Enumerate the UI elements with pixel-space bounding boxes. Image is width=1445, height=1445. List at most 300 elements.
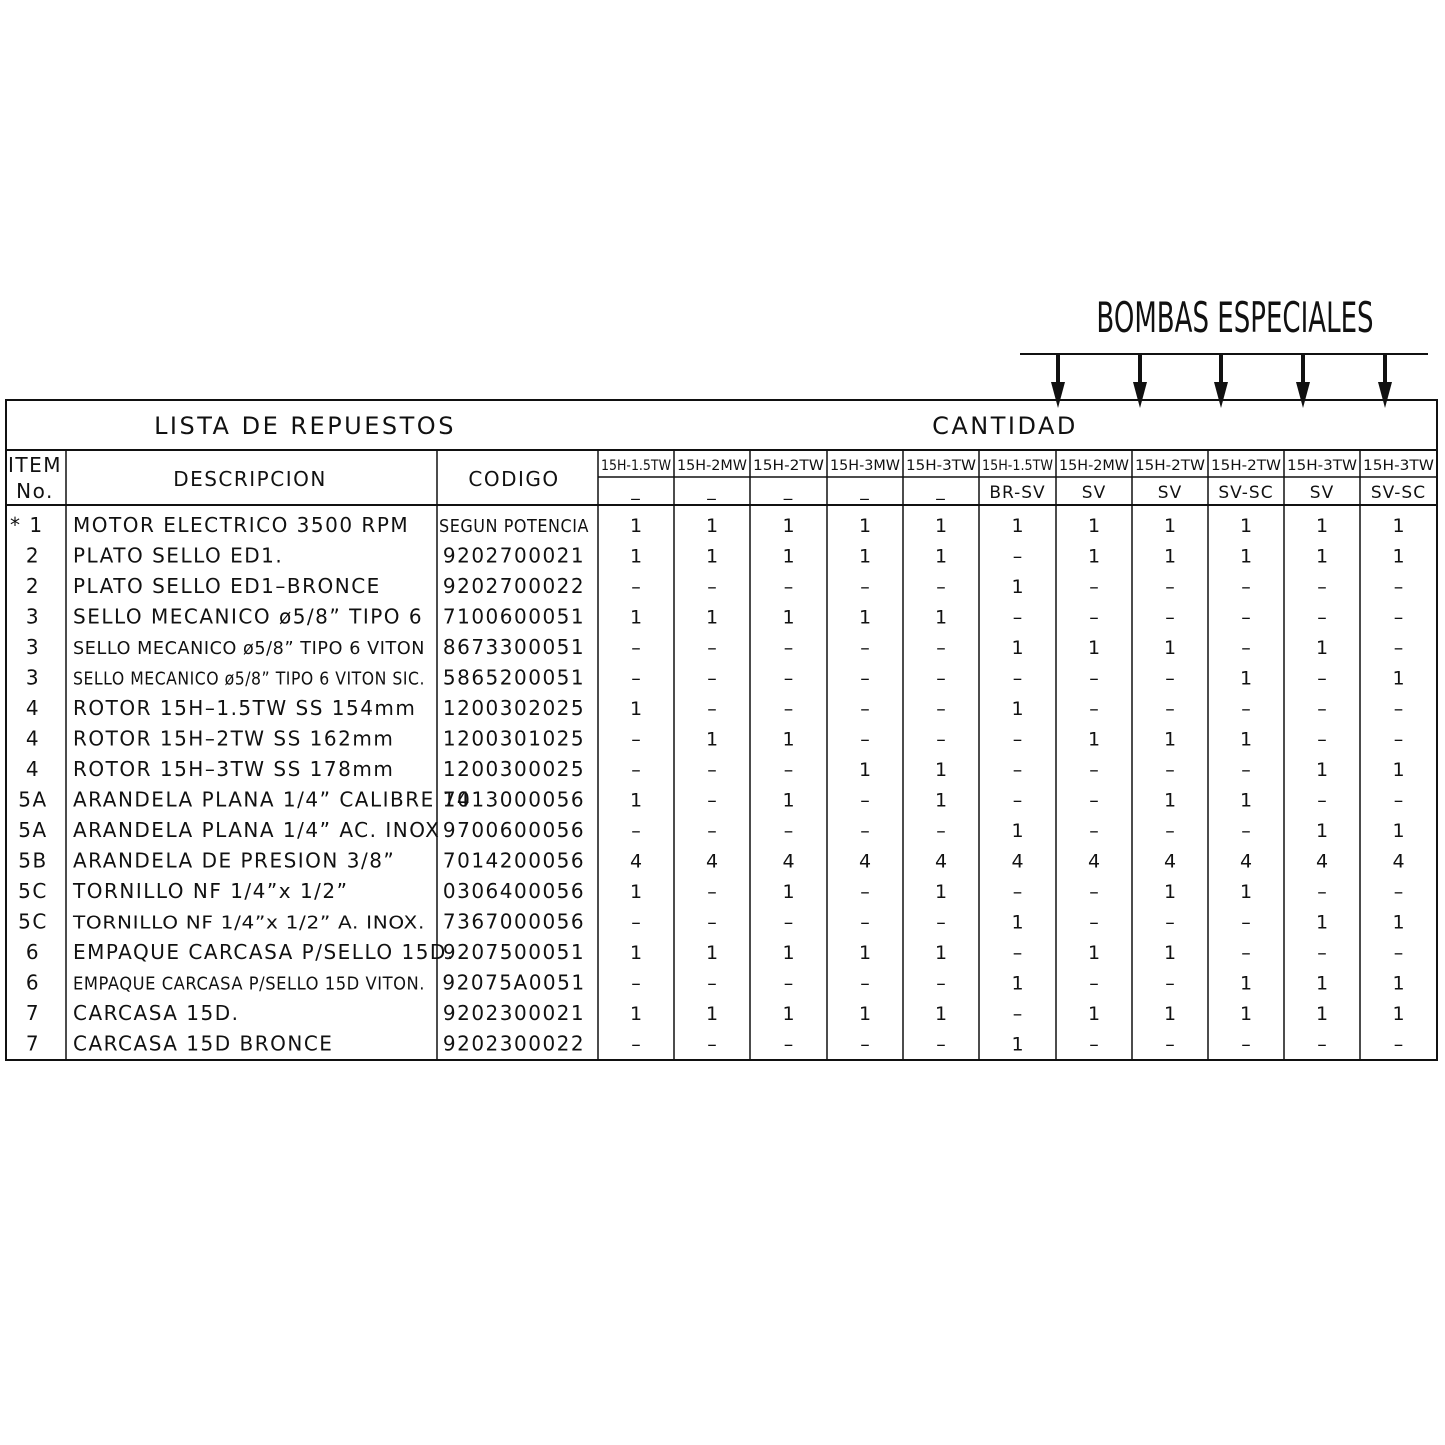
quantity-cell: 1 (629, 789, 643, 812)
part-code: 1200300025 (442, 757, 586, 781)
table-row (26, 666, 1405, 690)
quantity-cell: 1 (629, 545, 643, 568)
quantity-cell: 1 (1163, 942, 1177, 964)
quantity-cell: – (707, 637, 717, 659)
quantity-cell: 4 (1163, 850, 1177, 873)
part-description: SELLO MECANICO ø5/8” TIPO 6 VITON (73, 638, 425, 659)
part-code: 9207500051 (442, 940, 586, 964)
table-row (26, 574, 1403, 598)
quantity-cell: 1 (782, 728, 795, 751)
quantity-cell: 1 (1087, 545, 1101, 568)
quantity-cell: 1 (1239, 881, 1253, 903)
quantity-cell: 4 (705, 850, 719, 873)
part-description: ARANDELA PLANA 1/4” CALIBRE 14 (73, 787, 472, 812)
part-code: 1200301025 (442, 726, 586, 751)
quantity-cell: 1 (1239, 972, 1253, 995)
quantity-cell: – (1089, 667, 1099, 690)
quantity-cell: – (1241, 759, 1251, 781)
quantity-cell: 1 (782, 942, 795, 964)
quantity-cell: – (1393, 576, 1404, 598)
quantity-cell: 1 (782, 606, 795, 629)
quantity-cell: – (1089, 820, 1099, 842)
quantity-cell: – (1317, 789, 1327, 812)
model-name: 15H-2TW (1135, 458, 1206, 474)
quantity-cell: – (1165, 820, 1175, 842)
part-description: PLATO SELLO ED1. (73, 543, 284, 568)
quantity-cell: – (1317, 881, 1327, 903)
item-no-header: No. (16, 479, 54, 503)
quantity-cell: 1 (629, 881, 643, 903)
quantity-cell: – (860, 698, 870, 720)
quantity-cell: – (860, 728, 870, 751)
quantity-cell: – (860, 911, 870, 934)
quantity-cell: – (631, 728, 641, 751)
part-description: ARANDELA DE PRESION 3/8” (73, 848, 396, 873)
quantity-cell: 1 (1239, 789, 1253, 812)
model-variant: _ (783, 481, 794, 501)
quantity-cell: – (783, 667, 794, 690)
quantity-cell: 1 (934, 606, 948, 629)
quantity-cell: – (1241, 1033, 1251, 1056)
quantity-cell: 1 (1392, 911, 1405, 934)
item-number: 3 (25, 635, 41, 659)
quantity-cell: – (707, 759, 717, 781)
part-code: 7367000056 (442, 909, 586, 934)
quantity-header: CANTIDAD (932, 412, 1078, 440)
quantity-cell: 1 (705, 606, 719, 629)
quantity-cell: 1 (782, 545, 795, 568)
arrow-head-icon (1378, 382, 1392, 408)
quantity-cell: – (860, 576, 870, 598)
quantity-cell: – (1012, 667, 1023, 690)
description-header: DESCRIPCION (173, 467, 327, 491)
quantity-cell: – (1241, 820, 1251, 842)
quantity-cell: – (1012, 545, 1023, 568)
quantity-cell: 1 (858, 515, 872, 537)
quantity-cell: – (1241, 606, 1251, 629)
quantity-cell: – (860, 820, 870, 842)
model-variant: SV (1309, 483, 1335, 503)
quantity-cell: – (860, 1033, 870, 1056)
quantity-cell: – (1393, 698, 1404, 720)
quantity-cell: – (936, 637, 946, 659)
quantity-cell: 1 (1011, 820, 1024, 842)
quantity-cell: 1 (934, 515, 948, 537)
table-row (26, 727, 1403, 751)
quantity-cell: – (707, 972, 717, 995)
table-row (18, 818, 1404, 842)
quantity-cell: 1 (1163, 1003, 1177, 1025)
arrow-head-icon (1051, 382, 1065, 408)
quantity-cell: 1 (858, 545, 872, 568)
model-variant: _ (860, 481, 870, 501)
quantity-cell: 1 (934, 1003, 948, 1025)
quantity-cell: – (1393, 789, 1404, 812)
model-variant: SV-SC (1370, 483, 1427, 503)
quantity-cell: 1 (1315, 515, 1329, 537)
quantity-cell: 1 (1087, 728, 1101, 751)
quantity-cell: – (936, 576, 946, 598)
table-row (26, 940, 1403, 964)
quantity-cell: – (1089, 972, 1099, 995)
quantity-cell: – (936, 667, 946, 690)
quantity-cell: – (631, 576, 641, 598)
item-number: 6 (25, 970, 41, 995)
part-description: ROTOR 15H–1.5TW SS 154mm (73, 696, 417, 720)
quantity-cell: – (631, 759, 641, 781)
quantity-cell: 4 (934, 850, 948, 873)
part-code: 9202700021 (442, 543, 586, 568)
quantity-cell: – (1165, 759, 1175, 781)
column-lines (66, 450, 1360, 1060)
quantity-cell: 4 (1239, 850, 1253, 873)
quantity-cell: 4 (1011, 850, 1024, 873)
part-description: CARCASA 15D. (73, 1001, 240, 1025)
quantity-cell: – (1165, 667, 1175, 690)
quantity-cell: 1 (1315, 759, 1329, 781)
quantity-cell: – (1089, 606, 1099, 629)
quantity-cell: 1 (782, 789, 795, 812)
quantity-cell: 1 (629, 698, 643, 720)
quantity-cell: – (783, 576, 794, 598)
quantity-cell: – (1012, 606, 1023, 629)
quantity-cell: 4 (1392, 850, 1405, 873)
quantity-cell: – (860, 637, 870, 659)
model-variant: BR-SV (989, 483, 1046, 503)
table-row (18, 788, 1403, 812)
model-name: 15H-3TW (1363, 458, 1435, 474)
quantity-cell: – (783, 698, 794, 720)
quantity-cell: – (1393, 637, 1404, 659)
quantity-cell: 1 (1392, 545, 1405, 568)
quantity-cell: 1 (1315, 637, 1329, 659)
item-number: 2 (25, 574, 41, 598)
quantity-cell: 1 (705, 728, 719, 751)
quantity-cell: 1 (1392, 1003, 1405, 1025)
table-title: LISTA DE REPUESTOS (154, 412, 456, 440)
quantity-cell: – (1241, 637, 1251, 659)
model-name: 15H-2TW (1211, 458, 1282, 474)
arrow-head-icon (1214, 382, 1228, 408)
quantity-cell: – (1012, 942, 1023, 964)
quantity-cell: – (1089, 759, 1099, 781)
quantity-cell: 1 (1315, 545, 1329, 568)
part-code: 9202700022 (442, 574, 586, 598)
quantity-cell: – (707, 881, 717, 903)
table-row (26, 696, 1403, 720)
quantity-cell: 1 (782, 515, 795, 537)
quantity-cell: – (1012, 728, 1023, 751)
model-name: 15H-3MW (830, 458, 901, 474)
quantity-cell: – (1393, 942, 1404, 964)
part-code: 7100600051 (442, 604, 586, 629)
quantity-cell: 1 (629, 606, 643, 629)
quantity-cell: 1 (1011, 1033, 1024, 1056)
quantity-cell: 1 (1239, 545, 1253, 568)
quantity-cell: – (707, 820, 717, 842)
part-description: CARCASA 15D BRONCE (73, 1031, 334, 1056)
table-row (10, 513, 1405, 537)
quantity-cell: – (1241, 576, 1251, 598)
quantity-cell: 1 (1163, 515, 1177, 537)
table-row (26, 971, 1405, 995)
part-code: 5865200051 (442, 665, 586, 690)
quantity-cell: – (1165, 606, 1175, 629)
quantity-cell: 4 (1315, 850, 1329, 873)
quantity-cell: – (936, 698, 946, 720)
part-description: ARANDELA PLANA 1/4” AC. INOX (73, 818, 441, 842)
quantity-cell: 1 (1392, 972, 1405, 995)
quantity-cell: 1 (629, 942, 643, 964)
item-number: 3 (25, 604, 41, 629)
quantity-cell: 1 (1087, 515, 1101, 537)
quantity-cell: – (783, 972, 794, 995)
quantity-cell: 1 (1011, 637, 1024, 659)
quantity-cell: 4 (858, 850, 872, 873)
quantity-cell: 1 (1315, 911, 1329, 934)
quantity-cell: 1 (1163, 728, 1177, 751)
quantity-cell: 1 (934, 545, 948, 568)
model-name: 15H-2MW (677, 458, 748, 474)
quantity-cell: 1 (782, 881, 795, 903)
table-row (26, 605, 1403, 629)
quantity-cell: – (1165, 698, 1175, 720)
quantity-cell: – (631, 911, 641, 934)
model-variant: _ (707, 481, 717, 501)
model-variant: SV (1081, 483, 1107, 503)
quantity-cell: – (631, 637, 641, 659)
quantity-cell: – (1317, 667, 1327, 690)
quantity-cell: – (783, 637, 794, 659)
quantity-cell: – (1089, 1033, 1099, 1056)
part-code: 92075A0051 (442, 970, 586, 995)
quantity-cell: 4 (782, 850, 795, 873)
quantity-cell: – (1165, 1033, 1175, 1056)
part-code: 7013000056 (442, 787, 586, 812)
quantity-cell: 1 (1163, 789, 1177, 812)
part-description: TORNILLO NF 1/4”x 1/2” (73, 879, 349, 903)
quantity-cell: – (1012, 759, 1023, 781)
quantity-cell: – (707, 698, 717, 720)
quantity-cell: – (1393, 1033, 1404, 1056)
quantity-cell: – (1165, 576, 1175, 598)
item-number: 6 (25, 940, 41, 964)
quantity-cell: 1 (1011, 911, 1024, 934)
quantity-cell: – (783, 820, 794, 842)
quantity-cell: – (860, 972, 870, 995)
quantity-cell: – (1089, 576, 1099, 598)
quantity-cell: – (860, 881, 870, 903)
quantity-cell: – (1241, 698, 1251, 720)
quantity-cell: 1 (1163, 637, 1177, 659)
quantity-cell: – (783, 911, 794, 934)
part-code: 9202300021 (442, 1001, 586, 1025)
quantity-cell: 1 (1315, 1003, 1329, 1025)
quantity-cell: – (1393, 606, 1404, 629)
part-description: SELLO MECANICO ø5/8” TIPO 6 VITON SIC. (73, 668, 425, 690)
quantity-cell: 4 (1087, 850, 1101, 873)
quantity-cell: – (1317, 728, 1327, 751)
quantity-cell: 1 (1392, 515, 1405, 537)
quantity-cell: 1 (934, 759, 948, 781)
code-header: CODIGO (468, 467, 560, 491)
part-code: 8673300051 (442, 635, 586, 659)
item-number: 5C (18, 879, 48, 903)
table-row (18, 849, 1404, 873)
quantity-cell: – (707, 576, 717, 598)
quantity-cell: – (1317, 576, 1327, 598)
model-variant: _ (631, 481, 641, 501)
quantity-cell: 1 (1315, 972, 1329, 995)
quantity-cell: – (707, 911, 717, 934)
part-description: ROTOR 15H–3TW SS 178mm (73, 757, 395, 781)
model-headers (601, 458, 1435, 503)
part-description: TORNILLO NF 1/4”x 1/2” A. INOX. (71, 912, 425, 934)
table-row (26, 757, 1405, 781)
quantity-cell: – (1012, 881, 1023, 903)
model-variant: SV-SC (1218, 483, 1274, 503)
quantity-cell: 1 (1011, 576, 1024, 598)
quantity-cell: – (1317, 1033, 1327, 1056)
item-number: 3 (25, 665, 41, 690)
table-row (26, 1001, 1405, 1025)
part-description: EMPAQUE CARCASA P/SELLO 15D VITON. (73, 973, 425, 995)
part-description: MOTOR ELECTRICO 3500 RPM (73, 513, 410, 537)
quantity-cell: – (936, 728, 946, 751)
quantity-cell: 1 (1392, 759, 1405, 781)
part-description: EMPAQUE CARCASA P/SELLO 15D. (73, 940, 455, 964)
quantity-cell: 1 (782, 1003, 795, 1025)
quantity-cell: 1 (1011, 515, 1024, 537)
quantity-cell: – (707, 667, 717, 690)
quantity-cell: 1 (1392, 820, 1405, 842)
quantity-cell: 1 (1011, 698, 1024, 720)
item-header: ITEM (7, 453, 63, 477)
quantity-cell: – (1165, 972, 1175, 995)
quantity-cell: – (707, 789, 717, 812)
quantity-cell: – (1089, 789, 1099, 812)
quantity-cell: 1 (934, 881, 948, 903)
quantity-cell: – (936, 911, 946, 934)
quantity-cell: – (1317, 942, 1327, 964)
quantity-cell: 1 (1011, 972, 1024, 995)
arrow-head-icon (1296, 382, 1310, 408)
model-name: 15H-3TW (906, 458, 977, 474)
quantity-cell: – (1089, 698, 1099, 720)
quantity-cell: – (707, 1033, 717, 1056)
quantity-cell: – (1393, 728, 1404, 751)
quantity-cell: – (936, 972, 946, 995)
item-number: 5C (18, 909, 48, 934)
quantity-cell: – (936, 820, 946, 842)
quantity-cell: 1 (1392, 667, 1405, 690)
quantity-cell: – (631, 1033, 641, 1056)
quantity-cell: – (1393, 881, 1404, 903)
part-description: ROTOR 15H–2TW SS 162mm (73, 726, 395, 751)
arrow-head-icon (1133, 382, 1147, 408)
item-number: 4 (25, 726, 41, 751)
part-code: 0306400056 (442, 879, 586, 903)
quantity-cell: 1 (858, 942, 872, 964)
quantity-cell: – (1165, 911, 1175, 934)
part-description: SELLO MECANICO ø5/8” TIPO 6 (73, 604, 424, 629)
quantity-cell: 4 (629, 850, 643, 873)
quantity-cell: 1 (934, 789, 948, 812)
quantity-cell: – (1241, 942, 1251, 964)
quantity-cell: 1 (705, 545, 719, 568)
item-number: 5A (18, 818, 48, 842)
item-number: 2 (25, 543, 41, 568)
quantity-cell: – (1317, 698, 1327, 720)
quantity-cell: 1 (1315, 820, 1329, 842)
quantity-cell: 1 (858, 759, 872, 781)
quantity-cell: – (631, 667, 641, 690)
table-row (26, 635, 1403, 659)
item-number: 4 (25, 757, 41, 781)
quantity-cell: – (860, 789, 870, 812)
quantity-cell: 1 (705, 1003, 719, 1025)
quantity-cell: 1 (1087, 637, 1101, 659)
quantity-cell: – (860, 667, 870, 690)
quantity-cell: 1 (1163, 881, 1177, 903)
quantity-cell: 1 (1163, 545, 1177, 568)
model-name: 15H-1.5TW (601, 458, 672, 474)
quantity-cell: 1 (934, 942, 948, 964)
quantity-cell: 1 (1239, 667, 1253, 690)
quantity-cell: 1 (1239, 515, 1253, 537)
model-name: 15H-3TW (1287, 458, 1358, 474)
quantity-cell: – (1089, 881, 1099, 903)
part-code: 7014200056 (442, 848, 586, 873)
part-description: PLATO SELLO ED1–BRONCE (73, 574, 381, 598)
quantity-cell: – (783, 759, 794, 781)
quantity-cell: 1 (705, 515, 719, 537)
model-name: 15H-1.5TW (982, 458, 1054, 474)
part-code: 9202300022 (442, 1031, 586, 1056)
model-variant: SV (1157, 483, 1183, 503)
quantity-cell: – (783, 1033, 794, 1056)
quantity-cell: – (1317, 606, 1327, 629)
quantity-cell: – (631, 820, 641, 842)
quantity-cell: – (936, 1033, 946, 1056)
table-row (26, 1032, 1403, 1056)
quantity-cell: 1 (1087, 1003, 1101, 1025)
quantity-cell: 1 (858, 606, 872, 629)
table-row (26, 544, 1405, 568)
quantity-cell: – (1241, 911, 1251, 934)
quantity-cell: 1 (1239, 1003, 1253, 1025)
quantity-cell: 1 (1239, 728, 1253, 751)
item-number: 5A (18, 787, 48, 812)
item-number: 7 (25, 1031, 41, 1056)
quantity-cell: 1 (705, 942, 719, 964)
quantity-cell: 1 (858, 1003, 872, 1025)
item-number: 5B (18, 848, 48, 873)
quantity-cell: 1 (629, 515, 643, 537)
item-number: 7 (25, 1001, 41, 1025)
parts-rows (10, 513, 1405, 1056)
model-variant: _ (936, 481, 946, 501)
table-row (18, 910, 1404, 934)
model-name: 15H-2MW (1059, 458, 1130, 474)
item-number: * 1 (10, 513, 44, 537)
quantity-cell: – (631, 972, 641, 995)
quantity-cell: 1 (629, 1003, 643, 1025)
quantity-cell: – (1012, 789, 1023, 812)
part-code: 9700600056 (442, 818, 586, 842)
part-code: 1200302025 (442, 696, 586, 720)
table-row (18, 879, 1403, 903)
